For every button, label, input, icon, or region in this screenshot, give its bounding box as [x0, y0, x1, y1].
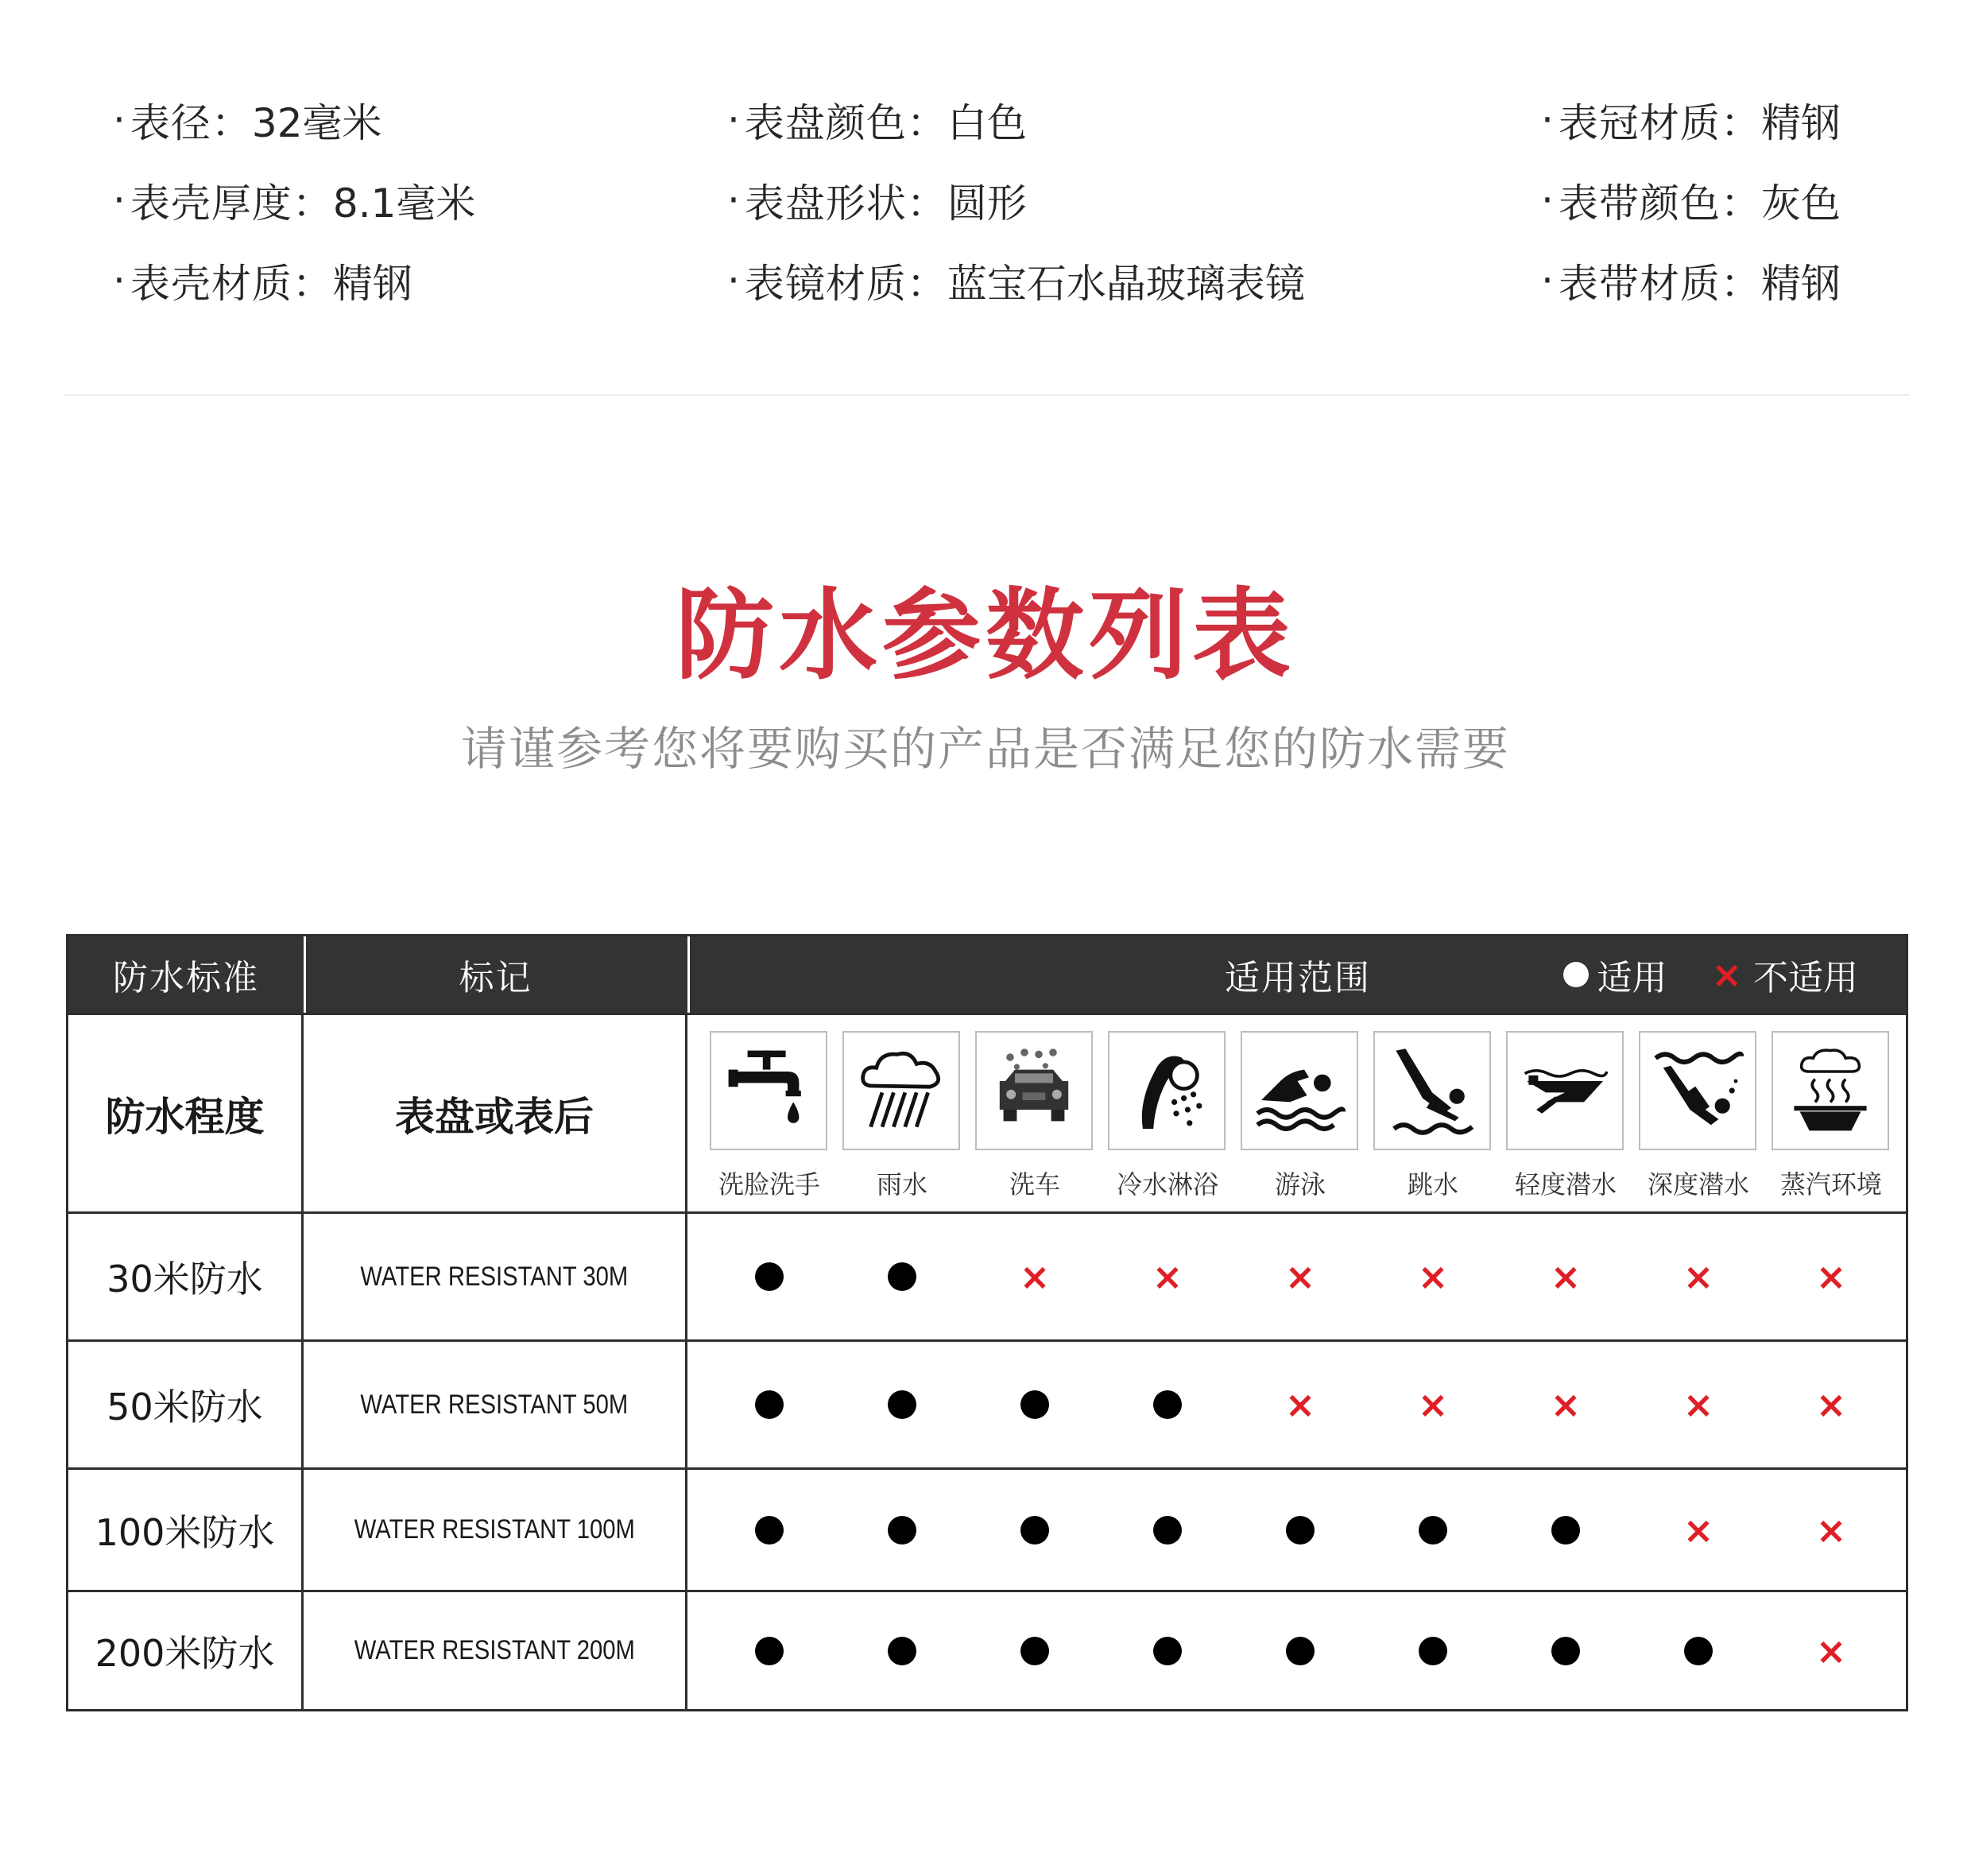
- spec-key: 表镜材质：: [744, 260, 947, 307]
- not-suitable-cross-icon: ×: [1815, 1629, 1847, 1673]
- mark-text: WATER RESISTANT 100M: [304, 1470, 687, 1590]
- not-suitable-cross-icon: ×: [1683, 1508, 1714, 1552]
- diving-icon: [1373, 1031, 1491, 1150]
- activity-label: 雨水: [876, 1169, 927, 1200]
- swimming-icon: [1241, 1031, 1358, 1150]
- legend-yes-label: 适用: [1597, 958, 1667, 998]
- spec-value: 蓝宝石水晶玻璃表镜: [947, 260, 1305, 307]
- suitable-dot-icon: [888, 1516, 916, 1545]
- not-suitable-cross-icon: ×: [1417, 1383, 1449, 1426]
- activity-item: [975, 1031, 1094, 1200]
- scuba-diving-icon: [1639, 1031, 1756, 1150]
- spec-column-2: [727, 79, 1305, 320]
- legend: [1563, 936, 1858, 1013]
- spec-key: 表带材质：: [1558, 260, 1761, 307]
- spec-value: 灰色: [1760, 180, 1841, 227]
- spec-item: · 表冠材质： 精钢: [1541, 79, 1841, 160]
- spec-key: 表盘颜色：: [744, 99, 947, 146]
- spec-value: 32毫米: [251, 99, 382, 146]
- legend-no-label: 不适用: [1753, 958, 1858, 998]
- header-mark: 标记: [459, 958, 532, 998]
- suitable-dot-icon: [1020, 1390, 1049, 1419]
- activity-label: 游泳: [1274, 1169, 1326, 1200]
- spec-value: 白色: [947, 99, 1027, 146]
- suitable-dot-icon: [1419, 1516, 1447, 1545]
- table-subheader-row: [68, 1013, 1906, 1211]
- suitable-dot-icon: [755, 1262, 784, 1291]
- activity-label: 跳水: [1407, 1169, 1458, 1200]
- not-suitable-cross-icon: ×: [1550, 1383, 1582, 1426]
- suitable-dot-icon: [1020, 1637, 1049, 1665]
- car-wash-icon: [975, 1031, 1093, 1150]
- spec-item: · 表盘形状： 圆形: [727, 160, 1305, 240]
- not-suitable-cross-icon: ×: [1683, 1255, 1714, 1298]
- spec-value: 精钢: [332, 260, 412, 307]
- activity-item: [1241, 1031, 1360, 1200]
- suitability-marks: [687, 1214, 1908, 1339]
- activity-item: [842, 1031, 962, 1200]
- spec-key: 表盘形状：: [744, 180, 947, 227]
- section-title: 防水参数列表: [675, 579, 1295, 693]
- header-scope: 适用范围: [1225, 958, 1371, 998]
- activity-label: 洗脸洗手: [718, 1169, 820, 1200]
- spec-column-1: [113, 79, 475, 320]
- legend-dot-icon: [1563, 962, 1589, 987]
- spec-item: · 表镜材质： 蓝宝石水晶玻璃表镜: [727, 240, 1305, 320]
- suitable-dot-icon: [888, 1262, 916, 1291]
- suitable-dot-icon: [1153, 1516, 1182, 1545]
- mark-text: WATER RESISTANT 30M: [304, 1214, 687, 1339]
- table-row: [68, 1467, 1906, 1590]
- shower-icon: [1108, 1031, 1226, 1150]
- spec-key: 表带颜色：: [1558, 180, 1761, 227]
- not-suitable-cross-icon: ×: [1815, 1255, 1847, 1298]
- suitability-marks: [687, 1592, 1908, 1709]
- steam-icon: [1772, 1031, 1889, 1150]
- activity-item: [1506, 1031, 1625, 1200]
- suitable-dot-icon: [1286, 1637, 1315, 1665]
- mark-text: WATER RESISTANT 200M: [304, 1592, 687, 1709]
- snorkeling-icon: [1506, 1031, 1624, 1150]
- table-row: [68, 1590, 1906, 1709]
- water-level: 30米防水: [68, 1214, 304, 1339]
- table-row: [68, 1211, 1906, 1339]
- activity-label: 冷水淋浴: [1116, 1169, 1218, 1200]
- activity-item: [1373, 1031, 1493, 1200]
- not-suitable-cross-icon: ×: [1815, 1383, 1847, 1426]
- activity-item: [1639, 1031, 1758, 1200]
- activity-label: 洗车: [1009, 1169, 1060, 1200]
- suitability-marks: [687, 1342, 1908, 1467]
- spec-key: 表壳厚度：: [130, 180, 333, 227]
- water-level: 100米防水: [68, 1470, 304, 1590]
- spec-item: · 表径： 32毫米: [113, 79, 475, 160]
- rain-icon: [842, 1031, 960, 1150]
- activity-label: 轻度潜水: [1514, 1169, 1617, 1200]
- subheader-mark: 表盘或表后: [304, 1015, 687, 1211]
- table-header: [68, 936, 1906, 1013]
- activity-label: 蒸汽环境: [1779, 1169, 1882, 1200]
- section-subtitle: 请谨参考您将要购买的产品是否满足您的防水需要: [460, 722, 1510, 776]
- spec-item: · 表带颜色： 灰色: [1541, 160, 1841, 240]
- water-level: 50米防水: [68, 1342, 304, 1467]
- suitable-dot-icon: [1551, 1516, 1580, 1545]
- header-standard: 防水标准: [113, 958, 259, 998]
- activity-item: [1108, 1031, 1227, 1200]
- section-divider: [64, 394, 1909, 396]
- suitable-dot-icon: [1020, 1516, 1049, 1545]
- activity-item: [1772, 1031, 1891, 1200]
- spec-column-3: [1541, 79, 1841, 320]
- suitable-dot-icon: [888, 1390, 916, 1419]
- suitable-dot-icon: [1419, 1637, 1447, 1665]
- spec-value: 8.1毫米: [332, 180, 476, 227]
- table-row: [68, 1339, 1906, 1467]
- water-resistance-table: [66, 934, 1908, 1711]
- subheader-standard: 防水程度: [68, 1015, 304, 1211]
- activity-item: [710, 1031, 829, 1200]
- suitability-marks: [687, 1470, 1908, 1590]
- suitable-dot-icon: [1684, 1637, 1713, 1665]
- spec-key: 表径：: [130, 99, 252, 146]
- not-suitable-cross-icon: ×: [1550, 1255, 1582, 1298]
- not-suitable-cross-icon: ×: [1019, 1255, 1051, 1298]
- spec-item: · 表壳厚度： 8.1毫米: [113, 160, 475, 240]
- suitable-dot-icon: [888, 1637, 916, 1665]
- suitable-dot-icon: [1286, 1516, 1315, 1545]
- not-suitable-cross-icon: ×: [1284, 1255, 1316, 1298]
- suitable-dot-icon: [1153, 1390, 1182, 1419]
- activity-icons: [687, 1015, 1908, 1211]
- suitable-dot-icon: [1153, 1637, 1182, 1665]
- spec-key: 表壳材质：: [130, 260, 333, 307]
- water-level: 200米防水: [68, 1592, 304, 1709]
- suitable-dot-icon: [755, 1637, 784, 1665]
- not-suitable-cross-icon: ×: [1417, 1255, 1449, 1298]
- suitable-dot-icon: [755, 1516, 784, 1545]
- suitable-dot-icon: [755, 1390, 784, 1419]
- legend-cross-icon: ×: [1711, 953, 1742, 996]
- not-suitable-cross-icon: ×: [1152, 1255, 1183, 1298]
- suitable-dot-icon: [1551, 1637, 1580, 1665]
- faucet-icon: [710, 1031, 827, 1150]
- spec-value: 圆形: [947, 180, 1027, 227]
- spec-item: · 表壳材质： 精钢: [113, 240, 475, 320]
- mark-text: WATER RESISTANT 50M: [304, 1342, 687, 1467]
- not-suitable-cross-icon: ×: [1284, 1383, 1316, 1426]
- not-suitable-cross-icon: ×: [1683, 1383, 1714, 1426]
- spec-value: 精钢: [1760, 260, 1841, 307]
- activity-label: 深度潜水: [1647, 1169, 1749, 1200]
- spec-item: · 表带材质： 精钢: [1541, 240, 1841, 320]
- spec-key: 表冠材质：: [1558, 99, 1761, 146]
- spec-value: 精钢: [1760, 99, 1841, 146]
- spec-item: · 表盘颜色： 白色: [727, 79, 1305, 160]
- not-suitable-cross-icon: ×: [1815, 1508, 1847, 1552]
